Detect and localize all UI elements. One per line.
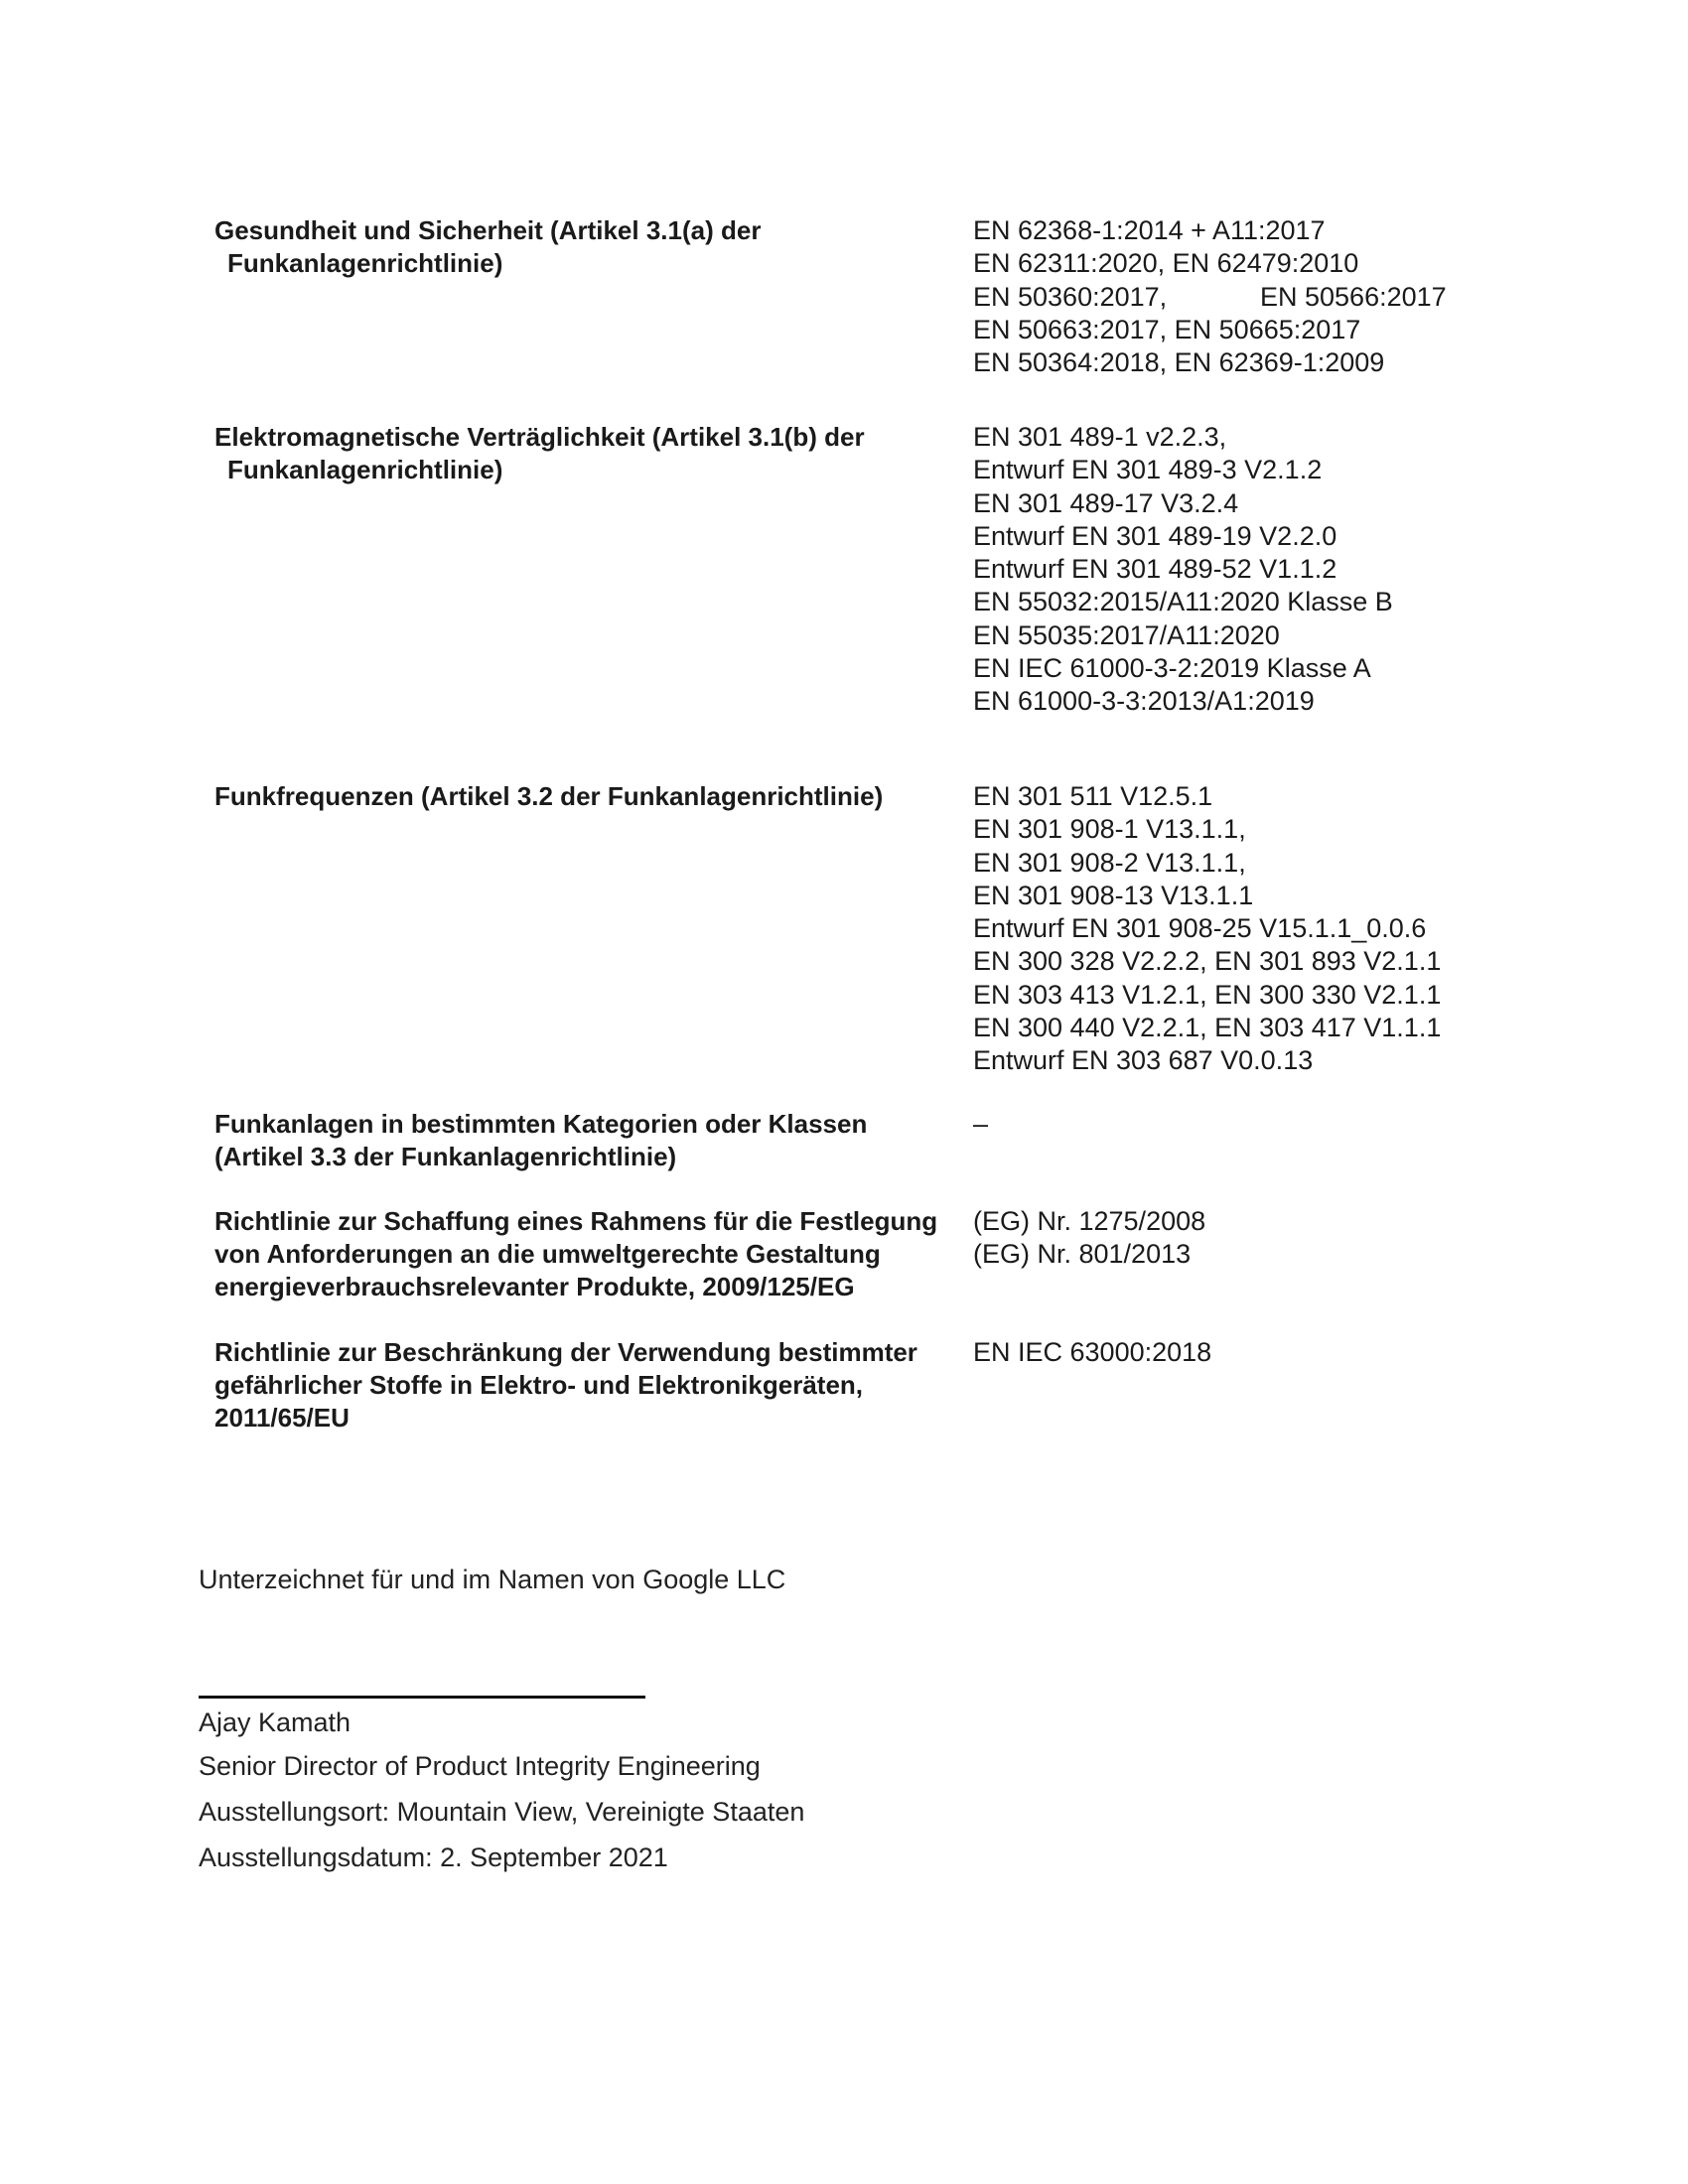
standard-item: EN 303 413 V1.2.1, EN 300 330 V2.1.1 xyxy=(973,979,1442,1010)
standard-item: EN 301 908-13 V13.1.1 xyxy=(973,880,1254,910)
standard-item: EN 55035:2017/A11:2020 xyxy=(973,619,1280,650)
label-line: Funkfrequenzen (Artikel 3.2 der Funkanlagenrichtlinie) xyxy=(214,781,884,811)
section-label xyxy=(214,421,949,486)
standard-item: EN 55032:2015/A11:2020 Klasse B xyxy=(973,587,1393,617)
section-label xyxy=(214,1205,949,1303)
standards-list xyxy=(973,1205,1668,1272)
standard-item: EN IEC 61000-3-2:2019 Klasse A xyxy=(973,653,1371,684)
standard-item: EN 62311:2020, EN 62479:2010 xyxy=(973,248,1359,279)
standard-item: EN 300 328 V2.2.2, EN 301 893 V2.1.1 xyxy=(973,946,1442,977)
standard-item: EN 301 489-17 V3.2.4 xyxy=(973,487,1239,518)
standard-item: (EG) Nr. 801/2013 xyxy=(973,1239,1192,1270)
label-line: gefährlicher Stoffe in Elektro- und Elektronikgeräten, xyxy=(214,1370,864,1400)
label-line: energieverbrauchsrelevanter Produkte, 2009/125/EG xyxy=(214,1272,855,1301)
standard-item: EN 50663:2017, EN 50665:2017 xyxy=(973,314,1361,344)
issue-date: Ausstellungsdatum: 2. September 2021 xyxy=(199,1843,668,1872)
standard-item: EN 301 908-1 V13.1.1, xyxy=(973,814,1246,845)
standard-item: (EG) Nr. 1275/2008 xyxy=(973,1206,1206,1236)
standard-item: Entwurf EN 301 908-25 V15.1.1_0.0.6 xyxy=(973,913,1427,944)
label-line: Richtlinie zur Beschränkung der Verwendung bestimmter xyxy=(214,1337,917,1367)
standard-item: EN 301 511 V12.5.1 xyxy=(973,781,1213,811)
standards-list xyxy=(973,214,1668,379)
standard-item: EN 300 440 V2.2.1, EN 303 417 V1.1.1 xyxy=(973,1013,1442,1043)
label-line: (Artikel 3.3 der Funkanlagenrichtlinie) xyxy=(214,1142,677,1171)
label-line: Elektromagnetische Verträglichkeit (Artikel 3.1(b) der xyxy=(214,422,865,452)
label-line: Funkanlagenrichtlinie) xyxy=(227,248,503,278)
standard-item-split xyxy=(973,281,1668,314)
standard-item: EN 50364:2018, EN 62369-1:2009 xyxy=(973,347,1385,378)
standard-item: EN 301 489-1 v2.2.3, xyxy=(973,422,1227,452)
standard-item: Entwurf EN 301 489-52 V1.1.2 xyxy=(973,554,1337,585)
standard-item: EN 301 908-2 V13.1.1, xyxy=(973,847,1246,878)
standard-item: Entwurf EN 303 687 V0.0.13 xyxy=(973,1045,1314,1076)
signatory-name: Ajay Kamath xyxy=(199,1707,352,1737)
label-line: von Anforderungen an die umweltgerechte Gestaltung xyxy=(214,1239,881,1269)
issue-place: Ausstellungsort: Mountain View, Vereinigte Staaten xyxy=(199,1797,805,1827)
standards-list xyxy=(973,1108,1668,1141)
section-label xyxy=(214,214,949,280)
signatory-title: Senior Director of Product Integrity Engineering xyxy=(199,1751,761,1781)
standard-item-right: EN 50566:2017 xyxy=(1260,281,1447,312)
label-line: Funkanlagen in bestimmten Kategorien oder Klassen xyxy=(214,1109,868,1139)
section-label xyxy=(214,780,949,813)
standard-item: EN 61000-3-3:2013/A1:2019 xyxy=(973,686,1315,717)
standards-list xyxy=(973,421,1668,719)
signed-for-text: Unterzeichnet für und im Namen von Google LLC xyxy=(199,1565,786,1594)
section-label xyxy=(214,1336,949,1434)
standard-item: Entwurf EN 301 489-19 V2.2.0 xyxy=(973,520,1337,551)
label-line: 2011/65/EU xyxy=(214,1403,350,1433)
standard-item: EN IEC 63000:2018 xyxy=(973,1337,1212,1367)
standard-item: Entwurf EN 301 489-3 V2.1.2 xyxy=(973,455,1323,485)
label-line: Funkanlagenrichtlinie) xyxy=(227,455,503,484)
signature-line xyxy=(199,1696,645,1699)
standard-item: – xyxy=(973,1109,989,1139)
standards-list xyxy=(973,780,1668,1078)
section-label xyxy=(214,1108,949,1173)
standard-item: EN 62368-1:2014 + A11:2017 xyxy=(973,215,1326,245)
label-line: Gesundheit und Sicherheit (Artikel 3.1(a) der xyxy=(214,215,762,245)
label-line: Richtlinie zur Schaffung eines Rahmens für die Festlegung xyxy=(214,1206,938,1236)
standards-list xyxy=(973,1336,1668,1369)
standard-item-left: EN 50360:2017, xyxy=(973,281,1168,312)
